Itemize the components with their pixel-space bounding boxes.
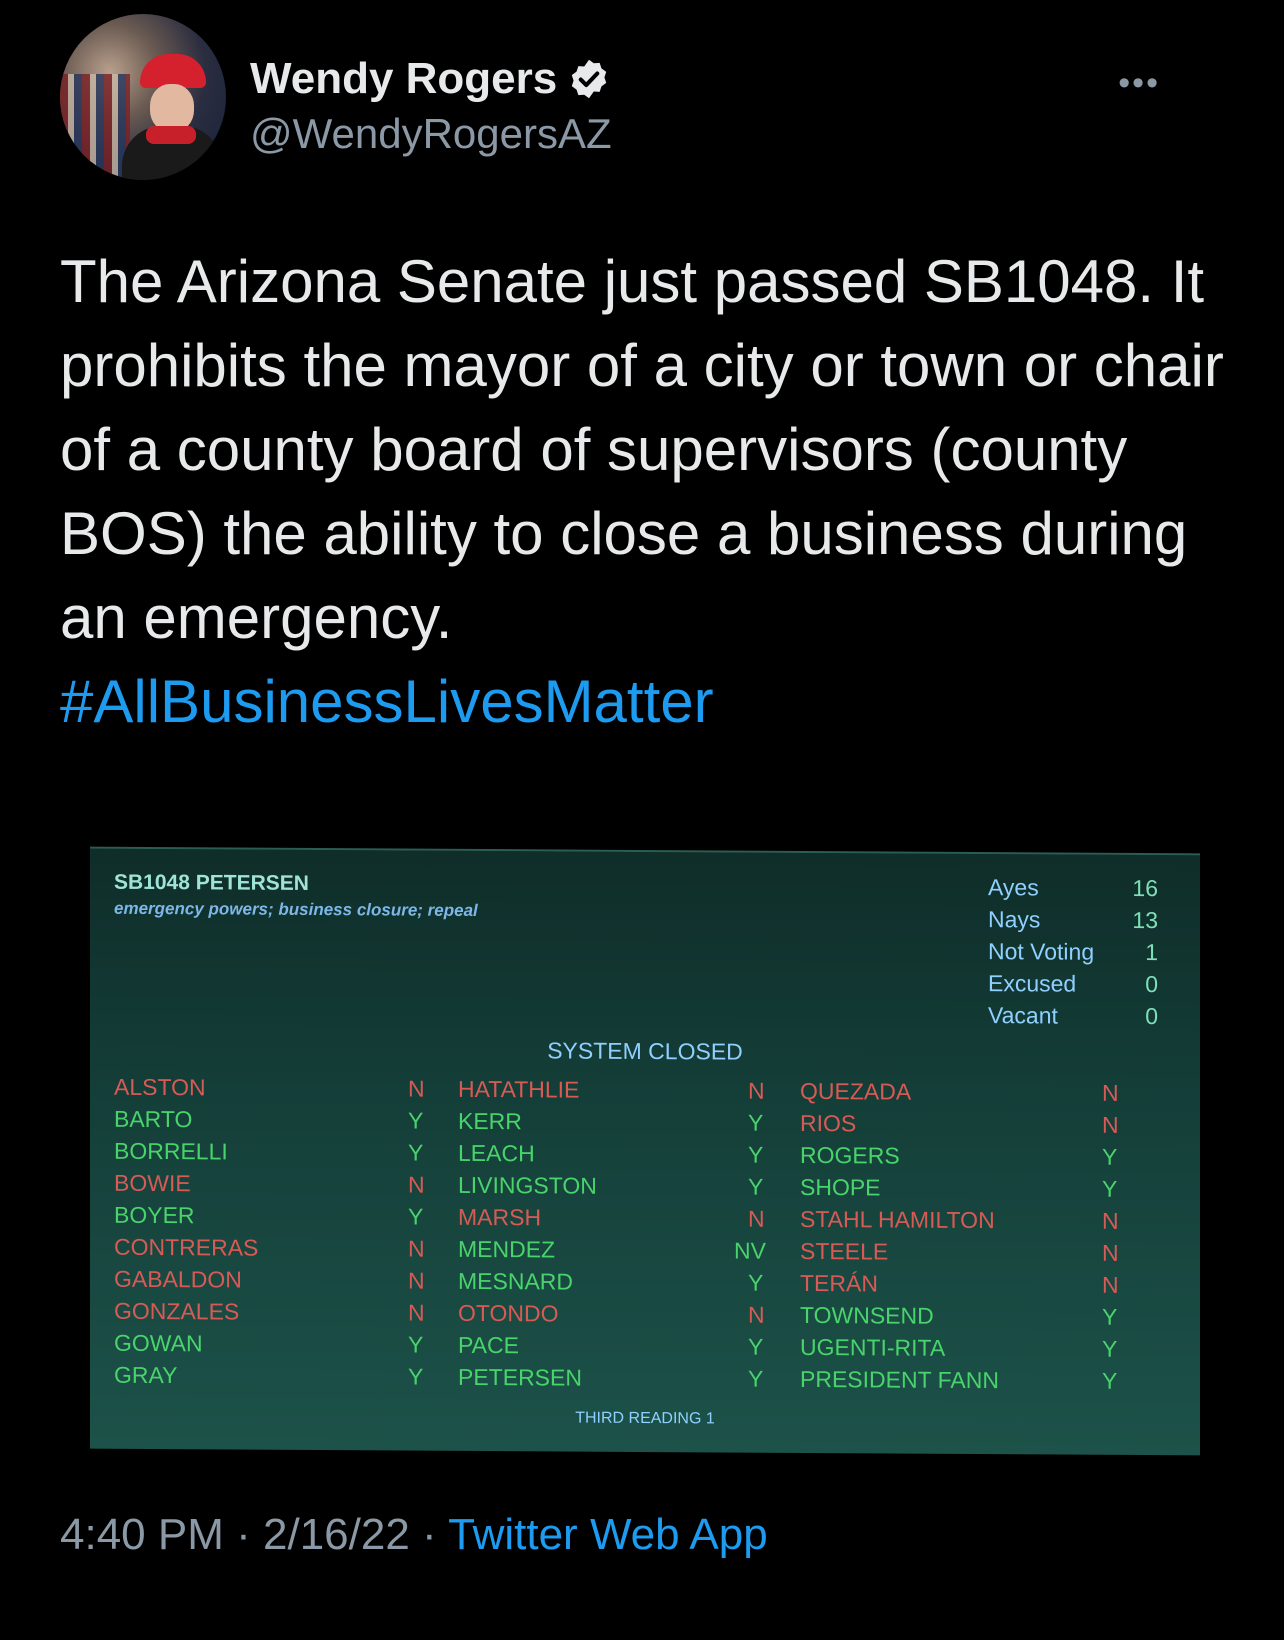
- senator-vote: N: [748, 1301, 765, 1328]
- senator-name: BORRELLI: [114, 1137, 228, 1165]
- senator-name: SHOPE: [800, 1173, 881, 1201]
- roll-call-row: [114, 1170, 429, 1204]
- tweet-date[interactable]: 2/16/22: [263, 1510, 410, 1559]
- roll-call-row: [114, 1362, 429, 1396]
- senator-vote: N: [748, 1205, 765, 1232]
- roll-call-row: [800, 1205, 1119, 1240]
- hashtag-link[interactable]: #AllBusinessLivesMatter: [60, 668, 714, 735]
- roll-call-row: [114, 1138, 429, 1172]
- roll-call-row: [458, 1204, 783, 1238]
- senator-name: MENDEZ: [458, 1235, 556, 1263]
- senator-vote: Y: [748, 1173, 764, 1200]
- senator-vote: N: [1102, 1239, 1119, 1266]
- tally-row: [988, 938, 1158, 971]
- senator-name: STEELE: [800, 1237, 889, 1265]
- tally-row: [988, 906, 1158, 939]
- tally-row: [988, 1002, 1158, 1035]
- senator-vote: N: [1102, 1079, 1119, 1106]
- bill-description: emergency powers; business closure; repeal: [114, 898, 478, 920]
- roll-call-row: [114, 1074, 429, 1108]
- senator-vote: Y: [1102, 1143, 1118, 1170]
- senator-vote: Y: [748, 1141, 764, 1168]
- roll-call-row: [114, 1330, 429, 1364]
- roll-call-column-2: [458, 1076, 783, 1398]
- tally-value: 0: [1145, 971, 1158, 998]
- tally-label: Not Voting: [988, 938, 1095, 965]
- roll-call-row: [800, 1173, 1118, 1208]
- senator-vote: NV: [734, 1237, 766, 1264]
- senator-name: BARTO: [114, 1105, 193, 1133]
- senator-vote: Y: [408, 1363, 424, 1390]
- roll-call-row: [800, 1269, 1119, 1304]
- more-options-icon[interactable]: •••: [1118, 64, 1160, 102]
- roll-call-column-1: [114, 1074, 429, 1396]
- tally-label: Nays: [988, 906, 1041, 933]
- roll-call-row: [458, 1140, 783, 1174]
- senator-name: RIOS: [800, 1109, 857, 1137]
- roll-call-row: [114, 1266, 429, 1300]
- tweet-photo[interactable]: [60, 815, 1230, 1465]
- senator-name: GOWAN: [114, 1329, 203, 1357]
- roll-call-row: [800, 1237, 1119, 1272]
- display-name[interactable]: Wendy Rogers: [250, 54, 558, 103]
- roll-call-column-3: [800, 1077, 1119, 1400]
- senator-vote: Y: [748, 1365, 764, 1392]
- senator-name: STAHL HAMILTON: [800, 1205, 995, 1234]
- roll-call-row: [800, 1333, 1118, 1368]
- senator-vote: Y: [408, 1203, 424, 1230]
- senator-vote: Y: [1102, 1335, 1118, 1362]
- senator-vote: N: [408, 1267, 425, 1294]
- senator-vote: Y: [748, 1269, 764, 1296]
- roll-call-row: [458, 1268, 783, 1302]
- senator-name: MARSH: [458, 1203, 542, 1231]
- senator-name: CONTRERAS: [114, 1233, 259, 1261]
- roll-call-row: [114, 1298, 429, 1332]
- senator-vote: N: [1102, 1207, 1119, 1234]
- senator-name: GONZALES: [114, 1297, 240, 1325]
- roll-call-row: [800, 1301, 1118, 1336]
- tally-row: [988, 970, 1158, 1003]
- senator-name: LIVINGSTON: [458, 1171, 597, 1199]
- roll-call-row: [458, 1300, 783, 1334]
- senator-name: UGENTI-RITA: [800, 1333, 946, 1361]
- bill-title: SB1048 PETERSEN: [114, 870, 309, 895]
- roll-call-row: [114, 1106, 429, 1140]
- senator-name: ALSTON: [114, 1073, 206, 1101]
- senator-vote: Y: [408, 1139, 424, 1166]
- roll-call-row: [458, 1076, 783, 1110]
- tally-value: 1: [1145, 939, 1158, 966]
- tally-label: Ayes: [988, 874, 1039, 901]
- tally-label: Excused: [988, 970, 1077, 997]
- vote-tally: [988, 874, 1158, 1035]
- author-name-row[interactable]: [250, 54, 611, 104]
- roll-call-row: [114, 1234, 429, 1268]
- tweet-time[interactable]: 4:40 PM: [60, 1510, 224, 1559]
- senator-vote: N: [408, 1235, 425, 1262]
- meta-separator: ·: [236, 1510, 251, 1559]
- roll-call-row: [458, 1364, 783, 1398]
- tweet-meta: [60, 1510, 768, 1560]
- roll-call-row: [458, 1172, 783, 1206]
- senator-vote: N: [408, 1171, 425, 1198]
- senator-vote: Y: [1102, 1303, 1118, 1330]
- senator-vote: N: [748, 1077, 765, 1104]
- tally-label: Vacant: [988, 1002, 1058, 1029]
- senator-name: QUEZADA: [800, 1077, 912, 1105]
- roll-call-row: [800, 1077, 1119, 1112]
- tweet-text: [60, 240, 1230, 744]
- senator-name: GRAY: [114, 1361, 178, 1389]
- senator-name: PRESIDENT FANN: [800, 1365, 999, 1394]
- tally-value: 0: [1145, 1003, 1158, 1030]
- tweet-body: The Arizona Senate just passed SB1048. It prohibits the mayor of a city or town or chair of a county board of supervisors (county BOS) the ability to close a business during an emergency.: [60, 248, 1224, 651]
- senator-vote: N: [1102, 1271, 1119, 1298]
- senator-vote: Y: [1102, 1367, 1118, 1394]
- senator-vote: N: [1102, 1111, 1119, 1138]
- senator-name: BOYER: [114, 1201, 195, 1229]
- roll-call-row: [800, 1109, 1119, 1144]
- senator-name: TERÁN: [800, 1269, 878, 1297]
- roll-call-row: [800, 1365, 1118, 1400]
- vote-board-screen: [90, 847, 1200, 1456]
- meta-separator: ·: [422, 1510, 437, 1559]
- avatar[interactable]: [60, 14, 226, 180]
- senator-name: LEACH: [458, 1139, 535, 1167]
- tally-value: 16: [1132, 874, 1158, 902]
- senator-name: BOWIE: [114, 1169, 191, 1197]
- senator-name: OTONDO: [458, 1299, 559, 1327]
- verified-badge-icon: [567, 57, 611, 101]
- senator-vote: Y: [748, 1109, 764, 1136]
- tweet-source-link[interactable]: Twitter Web App: [448, 1510, 768, 1559]
- senator-vote: Y: [1102, 1175, 1118, 1202]
- senator-name: ROGERS: [800, 1141, 900, 1169]
- system-status: SYSTEM CLOSED: [547, 1037, 743, 1065]
- senator-vote: N: [408, 1299, 425, 1326]
- roll-call-row: [458, 1236, 783, 1270]
- senator-vote: Y: [408, 1107, 424, 1134]
- reading-label: THIRD READING 1: [575, 1409, 715, 1428]
- tally-row: [988, 874, 1158, 907]
- senator-name: HATATHLIE: [458, 1075, 580, 1103]
- roll-call-row: [800, 1141, 1118, 1176]
- senator-name: GABALDON: [114, 1265, 242, 1293]
- senator-name: PETERSEN: [458, 1363, 582, 1391]
- user-handle[interactable]: @WendyRogersAZ: [250, 110, 612, 157]
- senator-name: TOWNSEND: [800, 1301, 934, 1329]
- senator-vote: Y: [408, 1331, 424, 1358]
- senator-name: MESNARD: [458, 1267, 574, 1295]
- roll-call-row: [114, 1202, 429, 1236]
- tally-value: 13: [1132, 906, 1158, 934]
- tweet-header: [60, 14, 1230, 184]
- roll-call-row: [458, 1108, 783, 1142]
- senator-vote: N: [408, 1075, 425, 1102]
- roll-call-row: [458, 1332, 783, 1366]
- senator-vote: Y: [748, 1333, 764, 1360]
- senator-name: PACE: [458, 1331, 519, 1359]
- senator-name: KERR: [458, 1107, 522, 1135]
